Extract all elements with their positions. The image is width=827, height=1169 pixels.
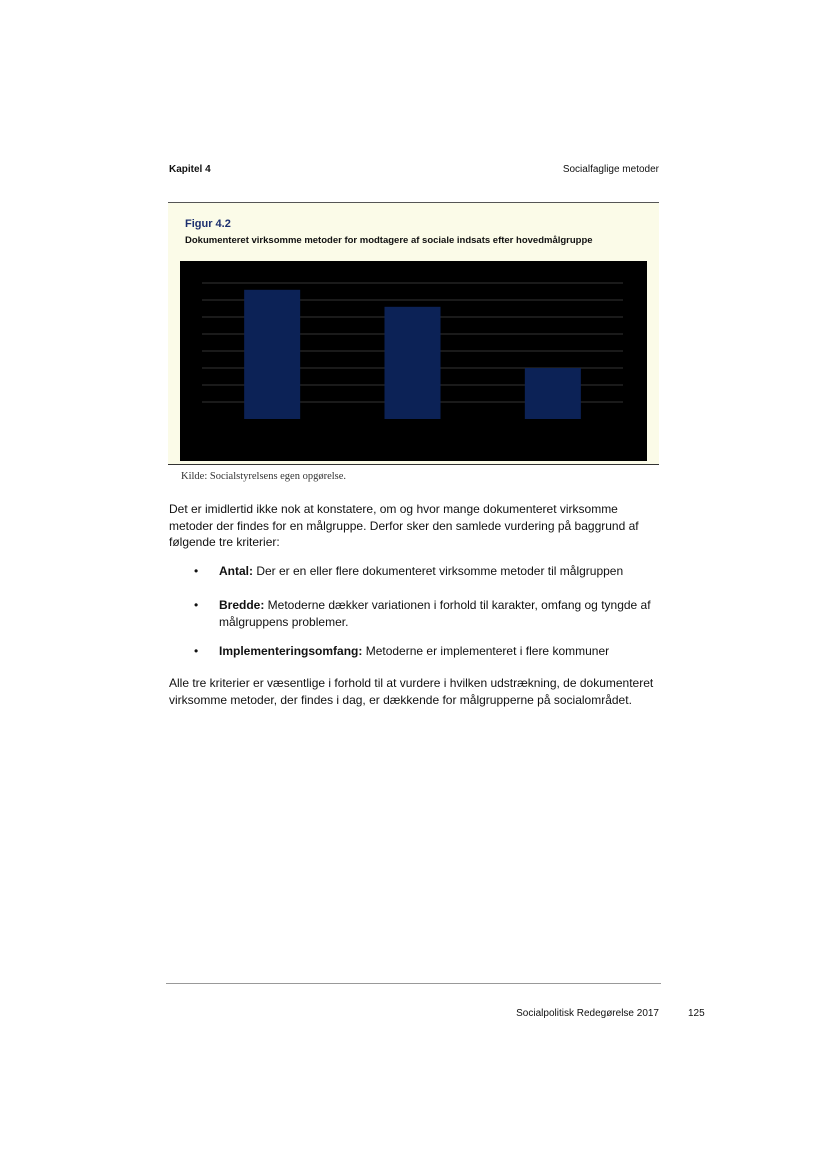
bullet-desc: Metoderne er implementeret i flere kommuner [362,644,610,658]
intro-paragraph: Det er imidlertid ikke nok at konstatere, om og hvor mange dokumenteret virksomme metoder der findes for en målgruppe. Derfor sker den samlede vurdering på baggrund af følgende tre kriterier: [169,502,639,549]
bullet-term: Antal: [219,564,253,578]
footer-divider [166,983,661,984]
bar-3 [525,368,581,419]
bullet-desc: Metoderne dækker variationen i forhold til karakter, omfang og tyngde af målgruppens problemer. [219,598,651,629]
page-number: 125 [688,1008,705,1019]
figure-label: Figur 4.2 [185,218,231,230]
bullet-implementering [219,643,661,660]
bullet-term: Implementeringsomfang: [219,644,363,658]
figure-source: Kilde: Socialstyrelsens egen opgørelse. [181,471,347,482]
figure-title: Dokumenteret virksomme metoder for modtagere af sociale indsats efter hovedmålgruppe [185,235,593,246]
bar-chart [180,261,647,461]
bullet-antal [219,563,661,580]
bar-2 [385,307,441,419]
chart-area [180,261,647,461]
bullet-marker: • [194,644,199,658]
bullet-term: Bredde: [219,598,265,612]
section-title: Socialfaglige metoder [562,164,659,175]
bullet-desc: Der er en eller flere dokumenteret virksomme metoder til målgruppen [253,564,624,578]
footer-title: Socialpolitisk Redegørelse 2017 [516,1008,659,1019]
bullet-bredde [219,597,661,630]
conclusion-paragraph: Alle tre kriterier er væsentlige i forhold til at vurdere i hvilken udstrækning, de dokumenteret virksomme metoder, der findes i dag, er dækkende for målgrupperne på socialområdet. [169,676,654,707]
bar-1 [244,290,300,419]
chapter-label: Kapitel 4 [169,164,211,175]
bullet-marker: • [194,598,199,612]
bullet-marker: • [194,564,199,578]
